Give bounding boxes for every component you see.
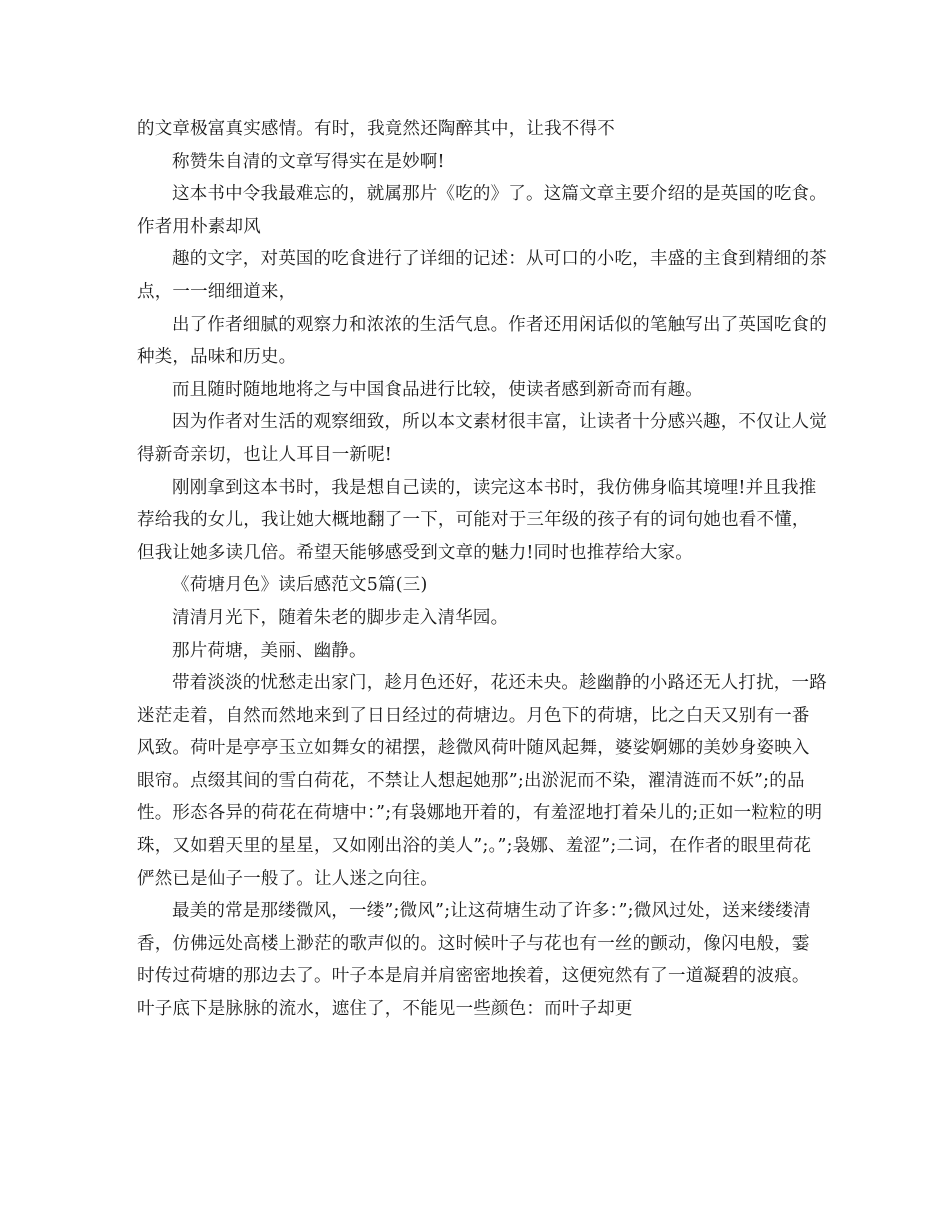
- paragraph: 因为作者对生活的观察细致，所以本文素材很丰富，让读者十分感兴趣，不仅让人觉得新奇亲切，也让人耳目一新呢!: [137, 412, 827, 465]
- paragraph: 出了作者细腻的观察力和浓浓的生活气息。作者还用闲话似的笔触写出了英国吃食的种类，品味和历史。: [137, 314, 827, 368]
- paragraph: 而且随时随地地将之与中国食品进行比较，使读者感到新奇而有趣。: [172, 379, 703, 400]
- paragraph: 清清月光下，随着朱老的脚步走入清华园。: [172, 607, 509, 628]
- paragraph: 带着淡淡的忧愁走出家门，趁月色还好，花还未央。趁幽静的小路还无人打扰，一路迷茫走着，自然而然地来到了日日经过的荷塘边。月色下的荷塘，比之白天又别有一番风致。荷叶是亭亭玉立如舞女的裙摆，趁微风荷叶随风起舞，婆娑婀娜的美妙身姿映入眼帘。点缀其间的雪白荷花，不禁让人想起她那”;出淤泥而不染，濯清涟而不妖”;的品性。形态各异的荷花在荷塘中：”;有袅娜地开着的，有羞涩地打着朵儿的;正如一粒粒的明珠，又如碧天里的星星，又如刚出浴的美人”;。”;袅娜、羞涩”;二词，在作者的眼里荷花俨然已是仙子一般了。让人迷之向往。: [137, 673, 827, 889]
- paragraph: 这本书中令我最难忘的，就属那片《吃的》了。这篇文章主要介绍的是英国的吃食。作者用朴素却风: [137, 184, 827, 237]
- section-heading: 《荷塘月色》读后感范文5篇(三): [172, 575, 428, 596]
- document-body: [137, 113, 827, 1026]
- paragraph: 趣的文字，对英国的吃食进行了详细的记述：从可口的小吃，丰盛的主食到精细的茶点，一一细细道来，: [137, 249, 827, 302]
- paragraph: 的文章极富真实感情。有时，我竟然还陶醉其中，让我不得不: [137, 119, 615, 139]
- paragraph: 刚刚拿到这本书时，我是想自己读的，读完这本书时，我仿佛身临其境哩!并且我推荐给我的女儿，我让她大概地翻了一下，可能对于三年级的孩子有的词句她也看不懂，但我让她多读几倍。希望天能够感受到文章的魅力!同时也推荐给大家。: [137, 477, 817, 563]
- paragraph: 最美的常是那缕微风，一缕”;微风”;让这荷塘生动了许多：”;微风过处，送来缕缕清香，仿佛远处高楼上渺茫的歌声似的。这时候叶子与花也有一丝的颤动，像闪电般，霎时传过荷塘的那边去了。叶子本是肩并肩密密地挨着，这便宛然有了一道凝碧的波痕。叶子底下是脉脉的流水，遮住了，不能见一些颜色：而叶子却更: [137, 901, 811, 1020]
- paragraph: 称赞朱自清的文章写得实在是妙啊!: [172, 151, 445, 172]
- paragraph: 那片荷塘，美丽、幽静。: [172, 640, 367, 661]
